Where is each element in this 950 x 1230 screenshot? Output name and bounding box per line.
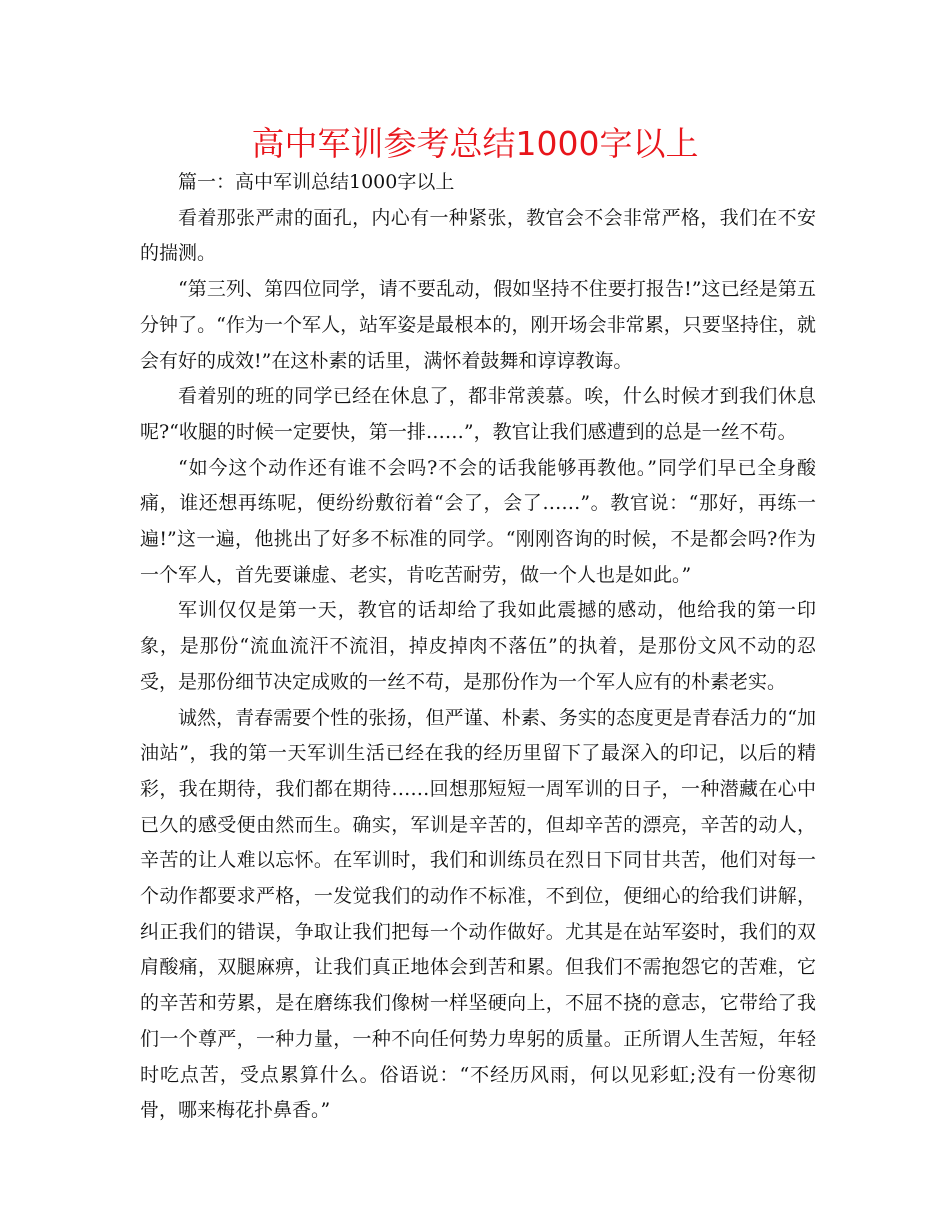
paragraph: 诚然，青春需要个性的张扬，但严谨、朴素、务实的态度更是青春活力的“加油站”，我的第一天军训生活已经在我的经历里留下了最深入的印记，以后的精彩，我在期待，我们都在期待……回想那短短一周军训的日子，一种潜藏在心中已久的感受便由然而生。确实，军训是辛苦的，但却辛苦的漂亮，辛苦的动人，辛苦的让人难以忘怀。在军训时，我们和训练员在烈日下同甘共苦，他们对每一个动作都要求严格，一发觉我们的动作不标准，不到位，便细心的给我们讲解，纠正我们的错误，争取让我们把每一个动作做好。尤其是在站军姿时，我们的双肩酸痛，双腿麻痹，让我们真正地体会到苦和累。但我们不需抱怨它的苦难，它的辛苦和劳累，是在磨练我们像树一样坚硬向上，不屈不挠的意志，它带给了我们一个尊严，一种力量，一种不向任何势力卑躬的质量。正所谓人生苦短，年轻时吃点苦，受点累算什么。俗语说：“不经历风雨，何以见彩虹;没有一份寒彻骨，哪来梅花扑鼻香。” <box>140 706 816 1122</box>
paragraph: 看着别的班的同学已经在休息了，都非常羡慕。唉，什么时候才到我们休息呢?“收腿的时候一定要快，第一排……”，教官让我们感遭到的总是一丝不苟。 <box>140 385 816 443</box>
section-heading: 篇一：高中军训总结1000字以上 <box>178 171 455 193</box>
document-body <box>140 165 816 1129</box>
paragraph: “如今这个动作还有谁不会吗?不会的话我能够再教他。”同学们早已全身酸痛，谁还想再练呢，便纷纷敷衍着“会了，会了……”。教官说：“那好，再练一遍!”这一遍，他挑出了好多不标准的同学。“刚刚咨询的时候，不是都会吗?作为一个军人，首先要谦虚、老实，肯吃苦耐劳，做一个人也是如此。” <box>140 456 816 586</box>
paragraph: “第三列、第四位同学，请不要乱动，假如坚持不住要打报告!”这已经是第五分钟了。“作为一个军人，站军姿是最根本的，刚开场会非常累，只要坚持住，就会有好的成效!”在这朴素的话里，满怀着鼓舞和谆谆教诲。 <box>140 278 816 372</box>
paragraph: 看着那张严肃的面孔，内心有一种紧张，教官会不会非常严格，我们在不安的揣测。 <box>140 206 816 265</box>
document-title: 高中军训参考总结1000字以上 <box>251 124 699 163</box>
paragraph: 军训仅仅是第一天，教官的话却给了我如此震撼的感动，他给我的第一印象，是那份“流血流汗不流泪，掉皮掉肉不落伍”的执着，是那份文风不动的忍受，是那份细节决定成败的一丝不苟，是那份作为一个军人应有的朴素老实。 <box>140 599 816 693</box>
